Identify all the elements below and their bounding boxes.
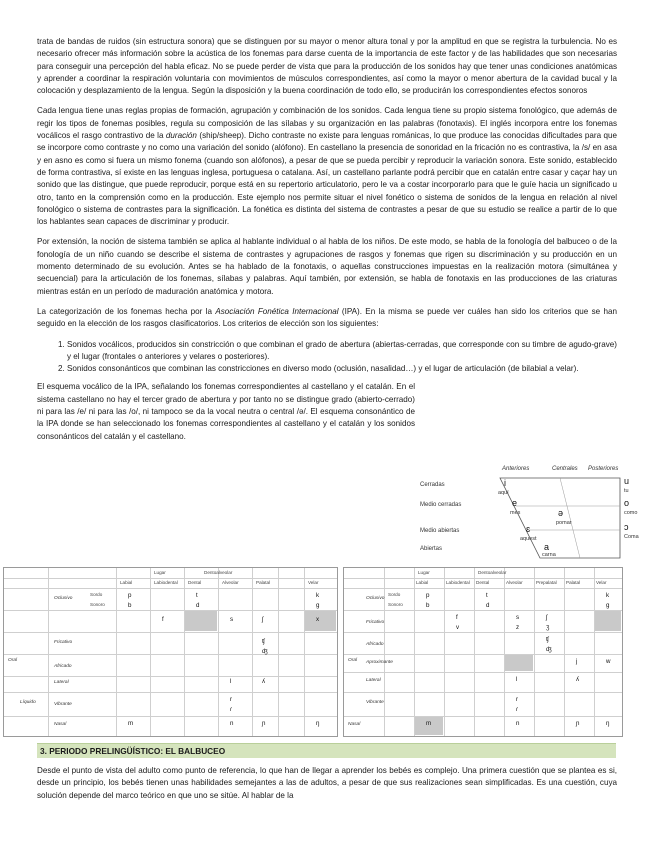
tl-col-4: Palatal [256, 580, 271, 585]
tr-row-5: Vibrante [366, 700, 384, 705]
vowel-col-posteriores: Posteriores [588, 466, 619, 472]
p2-emphasis: duración [165, 131, 197, 141]
tr-ph-d: d [486, 602, 490, 609]
tr-col-4: Prepalatal [536, 580, 557, 585]
tr-side-oral: Oral [348, 658, 358, 663]
tr-voice-sonoro: Sonoro [388, 602, 403, 607]
tr-ph-n: n [516, 720, 520, 727]
p2-text-a: Cada lengua tiene unas reglas propias de formación, agrupación y combinación de los sonidos. Cada lengua tiene su propio sistema fonológico, que además de regir los tipos de fonemas posibles, regula su composición de las sílabas y su organización en las palabras (fonotaxis). El inglés incorpora entre los fonemas vocálicos el rasgo contrastivo de la [37, 106, 617, 141]
vowel-row-medio-cerradas: Medio cerradas [420, 502, 462, 508]
tr-ph-t: t [486, 592, 488, 599]
vowel-schwa: ə [558, 508, 564, 518]
tr-col-0: Labial [416, 580, 429, 585]
tr-col-3: Alveolar [506, 580, 523, 585]
tl-ph-g: g [316, 602, 320, 609]
tl-ph-ch: ʧ [262, 638, 265, 645]
tr-ph-w: w [606, 658, 611, 665]
vowel-a: a [544, 542, 550, 552]
tl-ph-l: l [230, 678, 232, 685]
vowel-row-cerradas: Cerradas [420, 482, 445, 488]
tr-row-6: Nasal [348, 722, 361, 727]
tr-header-mid: Dentoalveolar [478, 570, 507, 575]
vowel-open-o: ɔ [624, 522, 629, 532]
vowel-o-word: como [624, 510, 638, 516]
tr-ph-nye: ɲ [576, 720, 580, 727]
vowel-section [37, 363, 617, 449]
vowel-col-centrales: Centrales [552, 466, 578, 472]
vowel-text-block [37, 381, 415, 450]
consonant-table-castellano [3, 567, 338, 737]
tl-ph-lambda: ʎ [262, 678, 266, 685]
tr-col-2: Dental [476, 580, 490, 585]
vowel-a-word: carna [542, 552, 556, 558]
tr-col-5: Palatal [566, 580, 581, 585]
tr-ph-p: p [426, 592, 430, 599]
tl-ph-d: d [196, 602, 200, 609]
section-heading-bar [37, 743, 616, 758]
vowel-schwa-word: pomar [556, 520, 572, 526]
p4-emphasis: Asociación Fonética Internacional [215, 306, 339, 316]
tr-col-1: Labiodental [446, 580, 470, 585]
tr-ph-b: b [426, 602, 430, 609]
tl-ph-x: x [316, 616, 320, 623]
tr-ph-l: l [516, 676, 518, 683]
p2-text-b: (ship/sheep). Dicho contraste no existe para lenguas románicas, lo que produce las conocidas dificultades para que se incorpore como contraste y no como una variación del sonido (alófono). En castellano la presencia de sonoridad en la fricación no es contrastiva, la /s/ en asa y en asno es como si fuera un mismo fonema (cuando son alófonos), a pesar de que se pueda percibir y reproducir la variación sonora. Este sonido, establecido de forma contrastiva, sí existe en las lenguas inglesa, portuguesa o catalana. Así, un castellano parlante podrá percibir que en catalán entre casar y caçar hay un sonido que las distingue, que puede reproducir, porque está en su repertorio articulatorio, pero le va a costar incorporarlo para que le guíe hacia un significado u otro, tanto en la comprensión como en la producción. Este ejemplo nos permite situar el nivel fonético o sistema de sonidos de la lengua en relación al nivel fonológico o sistema de contrastes para la significación. La fonética es distinta del sistema de contrastes a pesar de que su estudio se realice a partir de lo que los hablantes sean capaces de discriminar y producir. [37, 131, 618, 227]
tl-ph-m: m [128, 720, 134, 727]
p4-text-a: La categorización de los fonemas hecha por la [37, 306, 216, 316]
tr-ph-eng: ŋ [606, 720, 610, 727]
tr-ph-sh: ʃ [546, 614, 548, 621]
vowel-e-word: mes [510, 510, 521, 516]
paragraph-extension: Por extensión, la noción de sistema también se aplica al hablante individual o al habla de los niños. De este modo, se habla de la fonología del balbuceo o de la fonología de un niño cuando se describe el sistema de contrastes y agrupaciones de rasgos y fonemas que rigen su discriminación y su producción en un momento determinado de su evolución. Antes se ha hablado de la fonotaxis, o aquellas construcciones impuestas en la realización motora (simultánea y secuencial) para la articulación de los fonemas, sílabas y palabras. Aquí también, por extensión, se habla de fonotaxis en las producciones de las criaturas mientras están en un período de maduración anatómica y motora. [37, 237, 617, 296]
vowel-open-e-word: aquest [520, 536, 537, 542]
tr-ph-j: j [576, 658, 578, 665]
tr-header-top: Lugar [418, 570, 430, 575]
tl-ph-f: f [162, 616, 164, 623]
tl-col-0: Labial [120, 580, 133, 585]
paragraph-vowel-scheme: El esquema vocálico de la IPA, señalando los fonemas correspondientes al castellano y el catalán. En el sistema castellano no hay el tercer grado de abertura y por tanto no se distingue grado (abierto-cerrado) ni para las /e/ ni para las /o/, ni tampoco se da la vocal neutra o central /ə/. El esquema consonántico de la IPA donde se han seleccionado los fonemas correspondientes al castellano y el catalán y los sonidos consonánticos del catalán y el castellano. [37, 382, 415, 441]
tl-ph-tap: ɾ [230, 706, 233, 713]
tl-ph-sh: ʃ [262, 616, 264, 623]
tl-ph-nye: ɲ [262, 720, 266, 727]
tr-col-6: Velar [596, 580, 607, 585]
criteria-item-vowels: 1. Sonidos vocálicos, producidos sin constricción o que combinan el grado de abertura (abiertas-cerradas, que corresponde con su timbre de agudo-grave) y el lugar (frontales o anteriores y velares o posteriores). [67, 339, 617, 364]
paragraph-babbling: Desde el punto de vista del adulto como punto de referencia, lo que han de llegar a aprender los bebés es complejo. Una primera cuestión que se plantea es si, desde un principio, los bebés tienen unas habilidades semejantes a las de adultos, a pesar de que sus realizaciones sean simplificadas. Es una cuestión, cuya solución depende del marco teórico en que uno se sitúe. Al hablar de la [37, 766, 617, 800]
vowel-trapezoid [420, 466, 652, 562]
tl-ph-b: b [128, 602, 132, 609]
tl-ph-eng: ŋ [316, 720, 320, 727]
tl-row-0: Oclusivo [54, 596, 73, 601]
vowel-open-e: ɛ [526, 524, 531, 534]
criteria-item-consonants: 2. Sonidos consonánticos que combinan las constricciones en diverso modo (oclusión, nasalidad…) y el lugar de articulación (de bilabial a velar). [67, 363, 617, 375]
vowel-col-anteriores: Anteriores [502, 466, 530, 472]
tl-header-mid: Dentoalveolar [204, 570, 233, 575]
paragraph-acoustics: trata de bandas de ruidos (sin estructura sonora) que se distinguen por su mayor o menor altura tonal y por la amplitud en que se registra la turbulencia. No es necesario ofrecer más información sobre la acústica de los fonemas para darse cuenta de la importancia de este factor y de las habilidades que son necesarias para conseguir una percepción del habla eficaz. No se puede perder de vista que para la producción de los sonidos hay que tener unas condiciones anatómicas y aprender a coordinar la respiración voluntaria con movimientos de músculos correspondientes, así como la mayor o menor abertura de la cavidad bucal y la colocación y desplazamiento de la lengua. Según la disposición y la buena coordinación de todo ello, se producirán los correspondientes efectos sonoros [37, 37, 617, 96]
tr-ph-r: r [516, 696, 519, 703]
tr-row-4: Lateral [366, 678, 381, 683]
vowel-row-abiertas: Abiertas [420, 546, 443, 552]
tr-row-3: Aproximante [366, 660, 393, 665]
closing-section [37, 765, 617, 810]
tr-ph-k: k [606, 592, 610, 599]
tr-ph-f: f [456, 614, 458, 621]
tl-ph-n: n [230, 720, 234, 727]
tr-row-0: Oclusivo [366, 596, 385, 601]
tl-ph-p: p [128, 592, 132, 599]
tl-ph-dzh: ʤ [262, 648, 268, 655]
tl-row-2: Africado [54, 664, 72, 669]
tr-voice-sordo: Sordo [388, 592, 401, 597]
tl-col-2: Dental [188, 580, 202, 585]
tl-ph-k: k [316, 592, 320, 599]
tr-ph-zh: ʒ [546, 624, 550, 631]
tl-ph-s: s [230, 616, 234, 623]
tr-ph-g: g [606, 602, 610, 609]
tl-row-3: Lateral [54, 680, 69, 685]
tl-voice-sonoro: Sonoro [90, 602, 105, 607]
tl-row-5: Vibrante [54, 702, 72, 707]
vowel-i-word: aquí [498, 490, 509, 496]
paragraph-phonological-system [37, 105, 617, 228]
tr-row-2: Africado [366, 642, 384, 647]
vowel-i: i [504, 478, 506, 488]
p4-text-b: (IPA). En la misma se puede ver cuáles han sido los criterios que se han seguido en la elección de los rasgos clasificatorios. Los criterios de elección son los siguientes: [37, 306, 617, 329]
section-heading: 3. PERIODO PRELINGÜÍSTICO: EL BALBUCEO [40, 746, 226, 756]
tl-col-3: Alveolar [222, 580, 239, 585]
tl-col-5: Velar [308, 580, 319, 585]
document-body [37, 36, 617, 449]
tl-header-top: Lugar [154, 570, 166, 575]
tl-row-4: Líquido [20, 700, 36, 705]
tl-row-1: Fricativo [54, 640, 73, 645]
vowel-e: e [512, 498, 518, 508]
vowel-o: o [624, 498, 630, 508]
tl-row-6: Nasal [54, 722, 67, 727]
tr-row-1: Fricativo [366, 620, 385, 625]
vowel-row-medio-abiertas: Medio abiertas [420, 528, 460, 534]
tr-ph-ch: ʧ [546, 636, 549, 643]
tl-col-1: Labiodental [154, 580, 178, 585]
consonant-tables [3, 567, 623, 735]
tr-ph-s: s [516, 614, 520, 621]
tr-ph-v: v [456, 624, 460, 631]
vowel-diagram [420, 466, 652, 558]
vowel-u-word: tu [624, 488, 629, 494]
tl-ph-t: t [196, 592, 198, 599]
tr-ph-tap: ɾ [516, 706, 519, 713]
tl-voice-sordo: Sordo [90, 592, 103, 597]
tr-ph-m: m [426, 720, 432, 727]
tr-ph-z: z [516, 624, 520, 631]
tr-ph-lambda: ʎ [576, 676, 580, 683]
tl-ph-r: r [230, 696, 233, 703]
paragraph-ipa [37, 306, 617, 331]
consonant-table-catalan [343, 567, 623, 737]
tr-ph-dzh: ʤ [546, 646, 552, 653]
vowel-u: u [624, 476, 630, 486]
vowel-open-o-word: Coma [624, 534, 639, 540]
tl-side-oral: Oral [8, 658, 18, 663]
